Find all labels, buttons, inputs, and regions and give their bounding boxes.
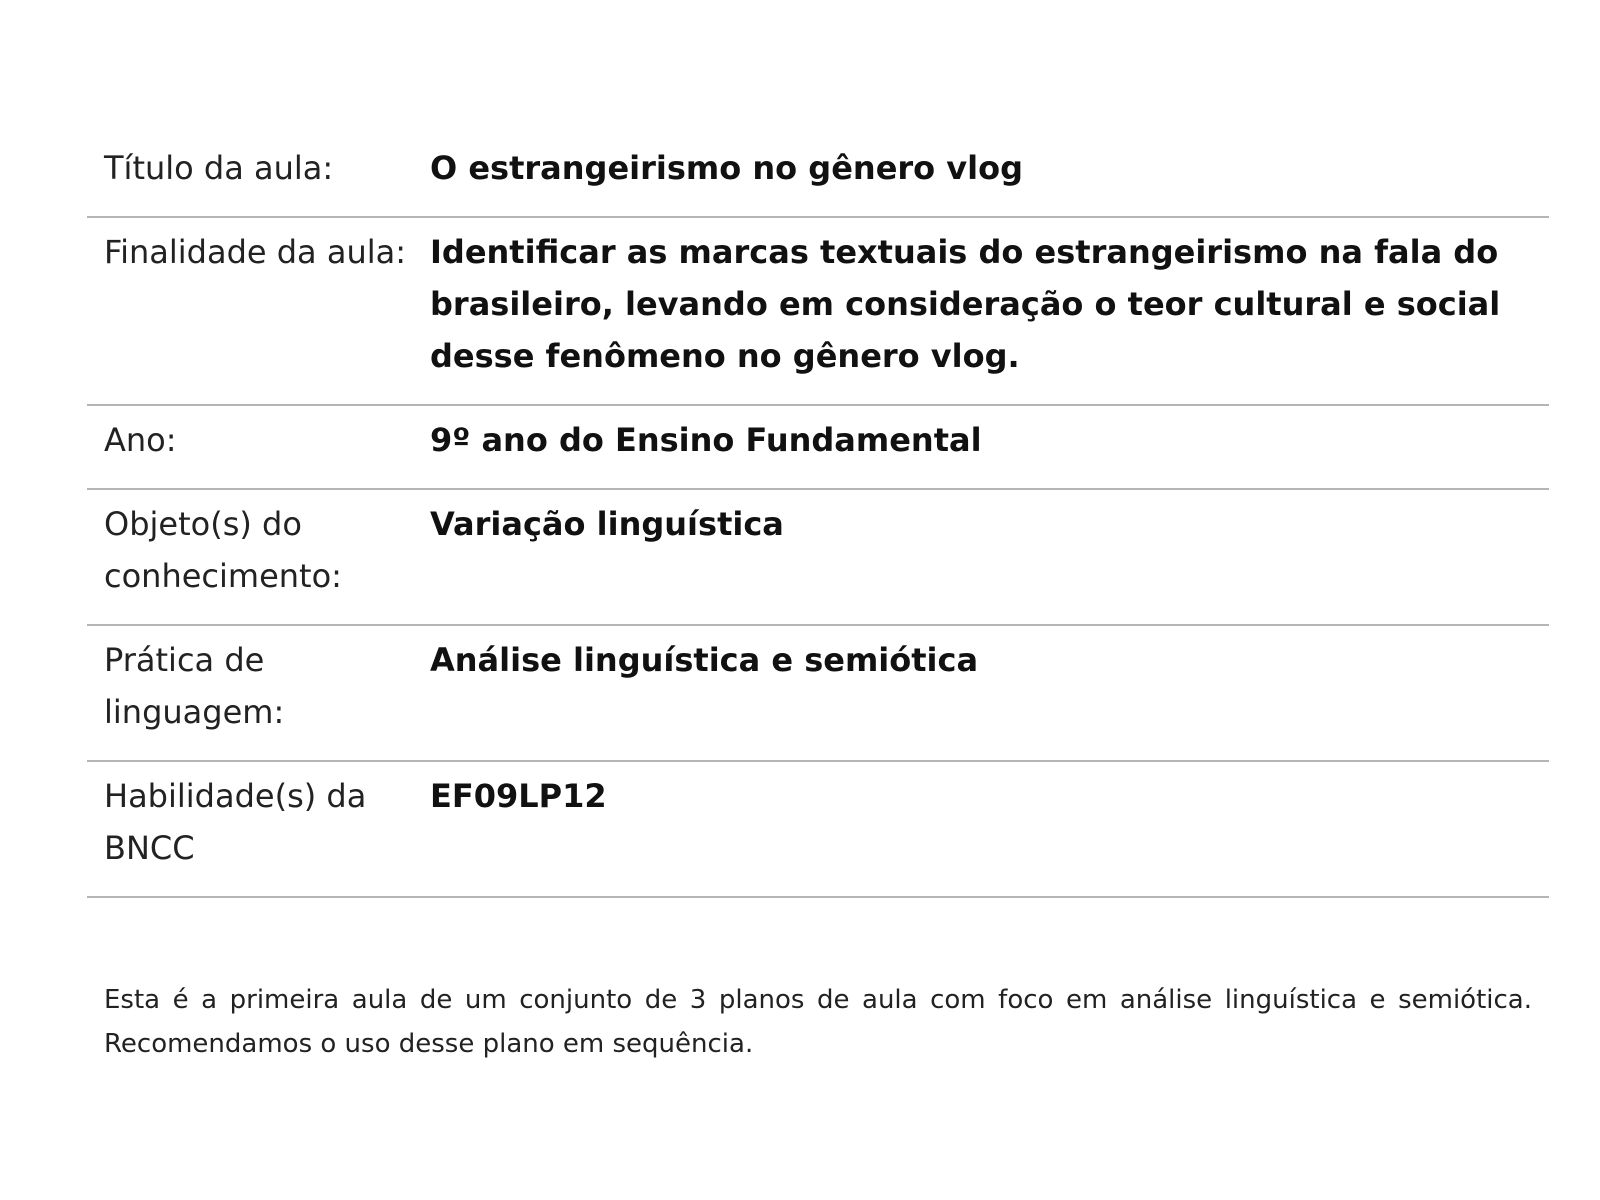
row-language-practice [87,626,1549,762]
row-label: Prática de linguagem: [104,641,285,731]
row-label: Ano: [104,421,177,459]
lesson-info-table [87,134,1549,898]
row-value: Análise linguística e semiótica [430,641,979,679]
row-purpose [87,218,1549,406]
row-value: Variação linguística [430,505,784,543]
row-value: O estrangeirismo no gênero vlog [430,149,1024,187]
row-label: Habilidade(s) da BNCC [104,777,367,867]
row-value: EF09LP12 [430,777,607,815]
row-label: Objeto(s) do conhecimento: [104,505,342,595]
row-value: Identificar as marcas textuais do estrangeirismo na fala do brasileiro, levando em consideração o teor cultural e social desse fenômeno no gênero vlog. [430,233,1501,375]
sequence-note: Esta é a primeira aula de um conjunto de 3 planos de aula com foco em análise linguística e semiótica. Recomendamos o uso desse plano em sequência. [104,985,1532,1059]
row-label: Título da aula: [104,149,334,187]
row-title [87,134,1549,218]
row-label: Finalidade da aula: [104,233,406,271]
row-year [87,406,1549,490]
row-knowledge-object [87,490,1549,626]
row-value: 9º ano do Ensino Fundamental [430,421,982,459]
row-bncc-skills [87,762,1549,898]
